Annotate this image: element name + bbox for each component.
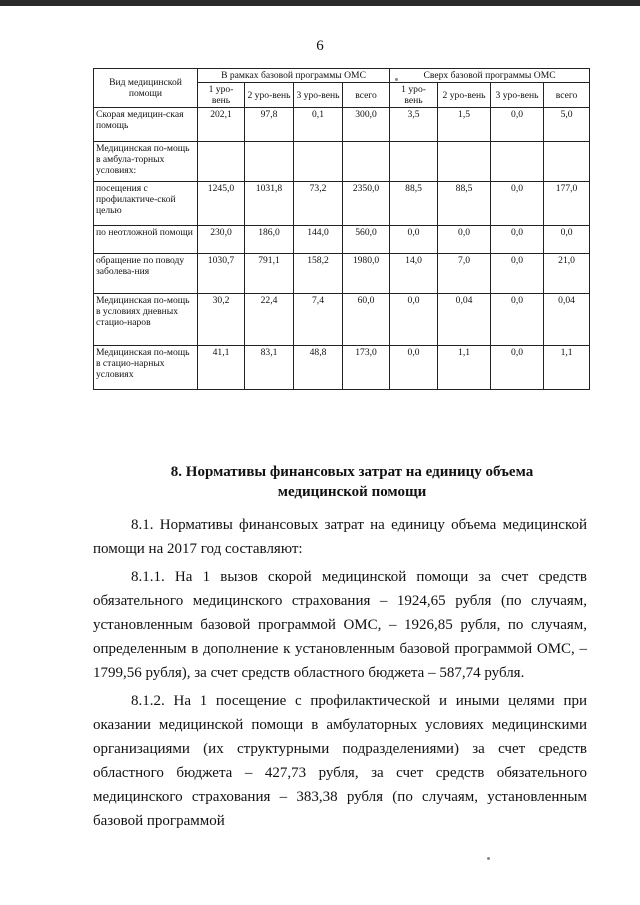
- subcol-header: 3 уро-вень: [491, 83, 544, 108]
- paragraph-8-1: 8.1. Нормативы финансовых затрат на единицу объема медицинской помощи на 2017 год составляют:: [93, 517, 587, 557]
- cell-value: 0,0: [491, 226, 544, 254]
- col-header-care-type: Вид медицинской помощи: [94, 69, 198, 108]
- cell-value: 0,0: [491, 294, 544, 346]
- cell-value: 2350,0: [343, 182, 390, 226]
- cell-value: 0,0: [390, 294, 438, 346]
- cell-value: 73,2: [294, 182, 343, 226]
- row-label: посещения с профилактиче-ской целью: [94, 182, 198, 226]
- cell-value: 173,0: [343, 346, 390, 390]
- cell-value: 1031,8: [245, 182, 294, 226]
- cell-value: 230,0: [198, 226, 245, 254]
- cell-value: [438, 142, 491, 182]
- cell-value: 0,0: [491, 182, 544, 226]
- scan-speck: [395, 78, 398, 81]
- scan-speck: [487, 857, 490, 860]
- table-row: [94, 182, 590, 226]
- row-label: обращение по поводу заболева-ния: [94, 254, 198, 294]
- cell-value: 1,5: [438, 108, 491, 142]
- subcol-header: 2 уро-вень: [245, 83, 294, 108]
- cell-value: 88,5: [390, 182, 438, 226]
- cell-value: 0,04: [438, 294, 491, 346]
- scan-top-edge: [0, 0, 640, 6]
- table-header-row: [94, 69, 590, 83]
- cell-value: 21,0: [544, 254, 590, 294]
- cell-value: 177,0: [544, 182, 590, 226]
- cell-value: [198, 142, 245, 182]
- cell-value: [390, 142, 438, 182]
- cell-value: 88,5: [438, 182, 491, 226]
- cell-value: 0,0: [491, 108, 544, 142]
- row-label: Медицинская по-мощь в стацио-нарных условиях: [94, 346, 198, 390]
- subcol-header: всего: [544, 83, 590, 108]
- cell-value: 41,1: [198, 346, 245, 390]
- cell-value: 60,0: [343, 294, 390, 346]
- subcol-header: всего: [343, 83, 390, 108]
- col-group-within-basic: В рамках базовой программы ОМС: [198, 69, 390, 83]
- table-body: [94, 108, 590, 390]
- subcol-header: 2 уро-вень: [438, 83, 491, 108]
- cell-value: [491, 142, 544, 182]
- paragraph-8-1-1: 8.1.1. На 1 вызов скорой медицинской помощи за счет средств обязательного медицинского страхования – 1924,65 рубля (по случаям, установленным базовой программой ОМС, – 1926,85 рубля, по случаям, определенным в дополнение к установленным базовой программой ОМС, – 1799,56 рубля), за счет средств областного бюджета – 587,74 рубля.: [93, 569, 587, 681]
- section-heading: 8. Нормативы финансовых затрат на единицу объема медицинской помощи: [170, 464, 534, 500]
- medical-care-volume-table: [93, 68, 590, 390]
- cell-value: 0,0: [390, 346, 438, 390]
- table-row: [94, 294, 590, 346]
- col-group-above-basic: Сверх базовой программы ОМС: [390, 69, 590, 83]
- table-row: [94, 346, 590, 390]
- cell-value: 1,1: [544, 346, 590, 390]
- row-label: Скорая медицин-ская помощь: [94, 108, 198, 142]
- table-row: [94, 142, 590, 182]
- cell-value: 0,0: [390, 226, 438, 254]
- cell-value: 0,0: [438, 226, 491, 254]
- row-label: Медицинская по-мощь в амбула-торных условиях:: [94, 142, 198, 182]
- cell-value: [245, 142, 294, 182]
- paragraph-8-1-2: 8.1.2. На 1 посещение с профилактической и иными целями при оказании медицинской помощи в амбулаторных условиях медицинскими организациями (их структурными подразделениями) за счет средств областного бюджета – 427,73 рубля, за счет средств обязательного медицинского страхования – 383,38 рубля (по случаям, установленным базовой программой: [93, 693, 587, 829]
- cell-value: 30,2: [198, 294, 245, 346]
- cell-value: [343, 142, 390, 182]
- cell-value: 3,5: [390, 108, 438, 142]
- cell-value: 0,0: [491, 254, 544, 294]
- cell-value: 48,8: [294, 346, 343, 390]
- table-row: [94, 226, 590, 254]
- cell-value: 83,1: [245, 346, 294, 390]
- cell-value: 560,0: [343, 226, 390, 254]
- cell-value: 791,1: [245, 254, 294, 294]
- cell-value: 1,1: [438, 346, 491, 390]
- cell-value: 97,8: [245, 108, 294, 142]
- cell-value: 7,4: [294, 294, 343, 346]
- page-number: 6: [316, 38, 324, 54]
- cell-value: 158,2: [294, 254, 343, 294]
- cell-value: 202,1: [198, 108, 245, 142]
- cell-value: 300,0: [343, 108, 390, 142]
- subcol-header: 3 уро-вень: [294, 83, 343, 108]
- cell-value: [294, 142, 343, 182]
- cell-value: 0,04: [544, 294, 590, 346]
- row-label: по неотложной помощи: [94, 226, 198, 254]
- cell-value: 7,0: [438, 254, 491, 294]
- cell-value: 14,0: [390, 254, 438, 294]
- cell-value: 1030,7: [198, 254, 245, 294]
- cell-value: 144,0: [294, 226, 343, 254]
- subcol-header: 1 уро-вень: [198, 83, 245, 108]
- cell-value: [544, 142, 590, 182]
- cell-value: 0,1: [294, 108, 343, 142]
- table-row: [94, 108, 590, 142]
- cell-value: 22,4: [245, 294, 294, 346]
- cell-value: 0,0: [491, 346, 544, 390]
- row-label: Медицинская по-мощь в условиях дневных стацио-наров: [94, 294, 198, 346]
- cell-value: 1245,0: [198, 182, 245, 226]
- cell-value: 1980,0: [343, 254, 390, 294]
- cell-value: 0,0: [544, 226, 590, 254]
- cell-value: 186,0: [245, 226, 294, 254]
- subcol-header: 1 уро-вень: [390, 83, 438, 108]
- cell-value: 5,0: [544, 108, 590, 142]
- table-row: [94, 254, 590, 294]
